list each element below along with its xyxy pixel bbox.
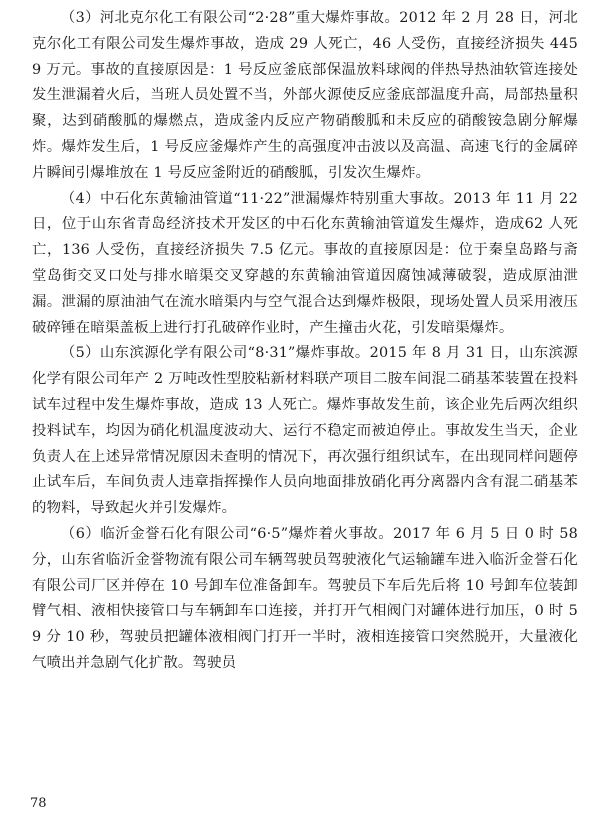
page-number: 78 xyxy=(30,796,47,811)
paragraph-accident-6: （6）临沂金誉石化有限公司“6·5”爆炸着火事故。2017 年 6 月 5 日 0 时 58 分，山东省临沂金誉物流有限公司车辆驾驶员驾驶液化气运输罐车进入临沂金誉石化有限公司厂区并停在 10 号卸车位准备卸车。驾驶员下车后先后将 10 号卸车位装卸臂气相、液相快接管口与车辆卸车口连接，并打开气相阀门对罐体进行加压，0 时 59 分 10 秒，驾驶员把罐体液相阀门打开一半时，液相连接管口突然脱开，大量液化气喷出并急剧气化扩散。驾驶员 xyxy=(32,525,578,671)
paragraph-accident-4: （4）中石化东黄输油管道“11·22”泄漏爆炸特别重大事故。2013 年 11 月 22 日，位于山东省青岛经济技术开发区的中石化东黄输油管道发生爆炸，造成62 人死亡，136 人受伤，直接经济损失 7.5 亿元。事故的直接原因是：位于秦皇岛路与斋堂岛街交叉口处与排水暗渠交叉穿越的东黄输油管道因腐蚀减薄破裂，造成原油泄漏。泄漏的原油油气在流水暗渠内与空气混合达到爆炸极限，现场处置人员采用液压破碎锤在暗渠盖板上进行打孔破碎作业时，产生撞击火花，引发暗渠爆炸。 xyxy=(32,190,578,336)
paragraph-accident-5: （5）山东滨源化学有限公司“8·31”爆炸事故。2015 年 8 月 31 日，山东滨源化学有限公司年产 2 万吨改性型胶粘新材料联产项目二胺车间混二硝基苯装置在投料试车过程中发生爆炸事故，造成 13 人死亡。爆炸事故发生前，该企业先后两次组织投料试车，均因为硝化机温度波动大、运行不稳定而被迫停止。事故发生当天，企业负责人在上述异常情况原因未查明的情况下，再次强行组织试车，在出现同样问题停止试车后，车间负责人违章指挥操作人员向地面排放硝化再分离器内含有混二硝基苯的物料，导致起火并引发爆炸。 xyxy=(32,345,578,517)
body-text xyxy=(32,6,578,677)
paragraph-accident-3: （3）河北克尔化工有限公司“2·28”重大爆炸事故。2012 年 2 月 28 日，河北克尔化工有限公司发生爆炸事故，造成 29 人死亡，46 人受伤，直接经济损失 4459 万元。事故的直接原因是：1 号反应釜底部保温放料球阀的伴热导热油软管连接处发生泄漏着火后，当班人员处置不当，外部火源使反应釜底部温度升高，局部热量积聚，达到硝酸胍的爆燃点，造成釜内反应产物硝酸胍和未反应的硝酸铵急剧分解爆炸。爆炸发生后，1 号反应釜爆炸产生的高强度冲击波以及高温、高速飞行的金属碎片瞬间引爆堆放在 1 号反应釜附近的硝酸胍，引发次生爆炸。 xyxy=(32,10,578,181)
